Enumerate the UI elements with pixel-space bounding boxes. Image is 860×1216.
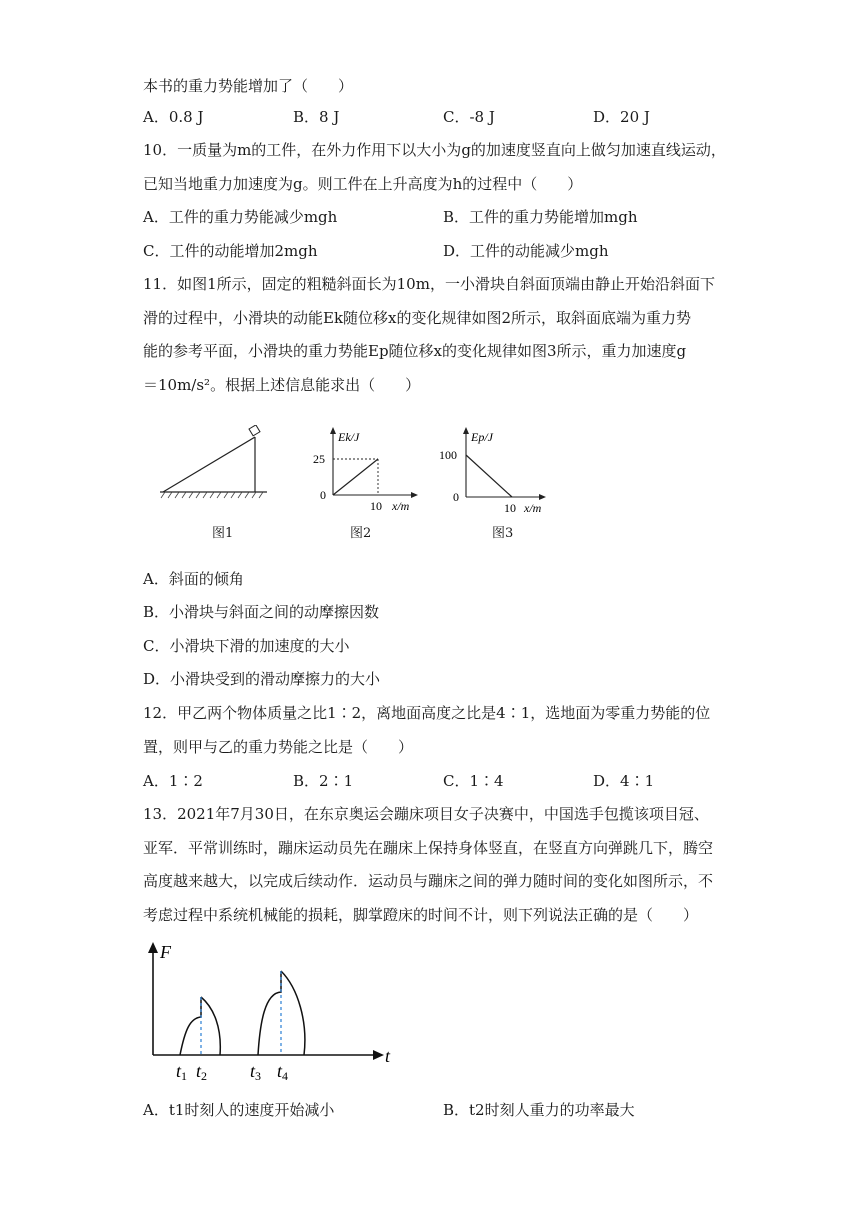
- q11-stem-line3: 能的参考平面，小滑块的重力势能Ep随位移x的变化规律如图3所示，重力加速度g: [143, 342, 687, 360]
- q10-option-b[interactable]: B．工件的重力势能增加mgh: [443, 208, 638, 226]
- fig3-y-arrow: [463, 427, 469, 434]
- fig3-y-tick: 100: [439, 448, 457, 462]
- fig2-x-tick: 10: [370, 499, 382, 513]
- ft-pulse-1-fall: [201, 997, 220, 1055]
- fig2-origin: 0: [320, 488, 326, 502]
- fig2-ek-line: [333, 459, 378, 495]
- ft-t4-label: t4: [277, 1061, 289, 1083]
- q10-option-c[interactable]: C．工件的动能增加2mgh: [143, 242, 318, 260]
- q9-option-d[interactable]: D．20 J: [593, 108, 650, 126]
- fig3-origin: 0: [453, 490, 459, 504]
- fig3-x-tick: 10: [504, 501, 516, 515]
- q12-option-b[interactable]: B．2∶1: [293, 772, 354, 790]
- incline-slope: [163, 437, 255, 492]
- fig3-ylabel: Ep/J: [471, 430, 493, 444]
- ground-hatching: [161, 492, 263, 498]
- q11-option-c[interactable]: C．小滑块下滑的加速度的大小: [143, 637, 350, 655]
- ft-xlabel: t: [385, 1046, 391, 1066]
- fig3-ep-line: [466, 455, 512, 497]
- q13-stem-line4: 考虑过程中系统机械能的损耗，脚掌蹬床的时间不计，则下列说法正确的是（ ）: [143, 906, 699, 924]
- slider-block: [249, 425, 260, 436]
- fig3-xlabel: x/m: [524, 501, 542, 515]
- q11-option-a[interactable]: A．斜面的倾角: [143, 570, 244, 588]
- q11-fig2-caption: 图2: [350, 526, 372, 541]
- q11-figure-1-incline: [155, 425, 275, 500]
- q12-option-d[interactable]: D．4∶1: [593, 772, 655, 790]
- q10-option-a[interactable]: A．工件的重力势能减少mgh: [143, 208, 338, 226]
- ft-y-arrow: [148, 942, 158, 953]
- ft-x-arrow: [373, 1050, 384, 1060]
- q13-option-a[interactable]: A．t1时刻人的速度开始减小: [143, 1101, 335, 1119]
- q11-figure-2-ek-graph: [308, 425, 428, 515]
- ft-t1-label: t1: [176, 1061, 188, 1083]
- ft-t2-label: t2: [196, 1061, 208, 1083]
- q13-stem-line1: 13．2021年7月30日，在东京奥运会蹦床项目女子决赛中，中国选手包揽该项目冠、: [143, 805, 709, 823]
- q11-figure-3-ep-graph: [436, 425, 556, 515]
- q9-option-a[interactable]: A．0.8 J: [143, 108, 204, 126]
- q11-option-b[interactable]: B．小滑块与斜面之间的动摩擦因数: [143, 603, 380, 621]
- q13-option-b[interactable]: B．t2时刻人重力的功率最大: [443, 1101, 635, 1119]
- q10-option-d[interactable]: D．工件的动能减少mgh: [443, 242, 609, 260]
- ft-pulse-1-rise: [180, 997, 201, 1055]
- ft-ylabel: F: [160, 942, 171, 962]
- fig2-y-arrow: [330, 427, 336, 434]
- q11-fig3-caption: 图3: [492, 526, 514, 541]
- q11-fig1-caption: 图1: [212, 526, 234, 541]
- fig2-xlabel: x/m: [392, 499, 410, 513]
- q13-stem-line3: 高度越来越大，以完成后续动作．运动员与蹦床之间的弹力随时间的变化如图所示，不: [143, 872, 714, 890]
- q13-force-time-graph: [140, 940, 405, 1085]
- q9-option-b[interactable]: B．8 J: [293, 108, 340, 126]
- q11-stem-line2: 滑的过程中，小滑块的动能Ek随位移x的变化规律如图2所示，取斜面底端为重力势: [143, 309, 692, 327]
- ft-t3-label: t3: [250, 1061, 262, 1083]
- fig3-x-arrow: [539, 494, 546, 500]
- ft-pulse-2-rise: [258, 971, 281, 1055]
- q11-option-d[interactable]: D．小滑块受到的滑动摩擦力的大小: [143, 670, 381, 688]
- q10-stem-line2: 已知当地重力加速度为g。则工件在上升高度为h的过程中（ ）: [143, 175, 583, 193]
- q10-stem-line1: 10．一质量为m的工件，在外力作用下以大小为g的加速度竖直向上做匀加速直线运动，: [143, 141, 726, 159]
- ft-pulse-2-fall: [281, 971, 305, 1055]
- q13-stem-line2: 亚军．平常训练时，蹦床运动员先在蹦床上保持身体竖直，在竖直方向弹跳几下，腾空: [143, 839, 714, 857]
- q12-option-a[interactable]: A．1∶2: [143, 772, 203, 790]
- q12-stem-line2: 置，则甲与乙的重力势能之比是（ ）: [143, 738, 414, 756]
- fig2-y-tick: 25: [313, 452, 325, 466]
- q11-stem-line4: ＝10m/s²。根据上述信息能求出（ ）: [143, 376, 421, 394]
- q11-stem-line1: 11．如图1所示，固定的粗糙斜面长为10m，一小滑块自斜面顶端由静止开始沿斜面下: [143, 275, 715, 293]
- fig2-x-arrow: [411, 492, 418, 498]
- q12-option-c[interactable]: C．1∶4: [443, 772, 504, 790]
- fig2-ylabel: Ek/J: [338, 430, 360, 444]
- q9-stem-tail: 本书的重力势能增加了（ ）: [143, 77, 354, 95]
- q9-option-c[interactable]: C．-8 J: [443, 108, 495, 126]
- q12-stem-line1: 12．甲乙两个物体质量之比1∶2，离地面高度之比是4∶1，选地面为零重力势能的位: [143, 704, 711, 722]
